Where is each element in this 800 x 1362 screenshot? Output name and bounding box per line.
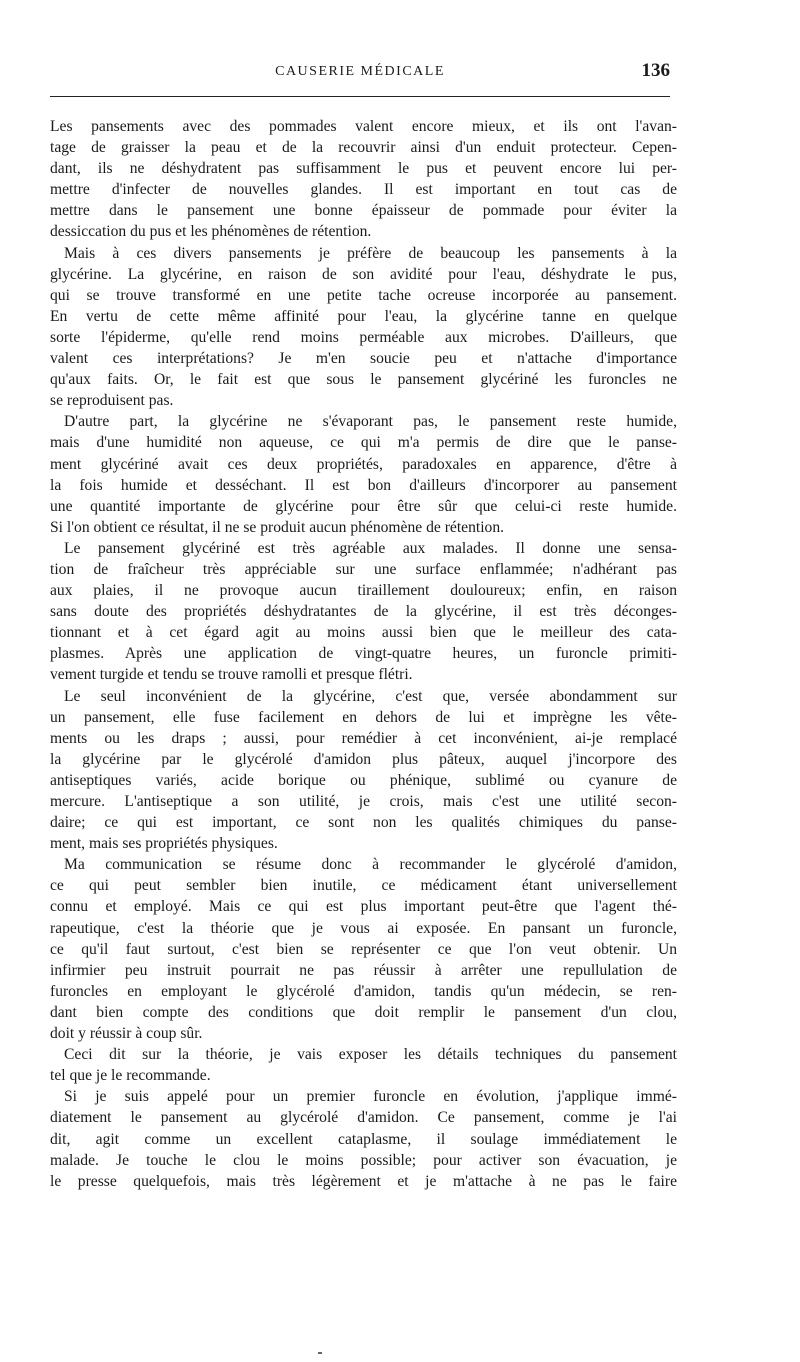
- text-line: une quantité importante de glycérine pour être sûr que celui-ci reste humide.: [50, 497, 677, 515]
- text-line: dant bien compte des conditions que doit remplir le pansement d'un clou,: [50, 1003, 677, 1021]
- text-line: ment glycériné avait ces deux propriétés, paradoxales en apparence, d'être à: [50, 455, 677, 473]
- text-line: le presse quelquefois, mais très légèrement et je m'attache à ne pas le faire: [50, 1172, 677, 1190]
- text-line: tion de fraîcheur très appréciable sur une surface enflammée; n'adhérant pas: [50, 560, 677, 578]
- text-line: Si l'on obtient ce résultat, il ne se produit aucun phénomène de rétention.: [50, 518, 505, 536]
- text-line: se reproduisent pas.: [50, 392, 174, 410]
- text-line: furoncles en employant le glycérolé d'amidon, tandis qu'un médecin, se ren-: [50, 982, 677, 1000]
- header-rule: [50, 96, 670, 97]
- text-line: ment, mais ses propriétés physiques.: [50, 835, 278, 853]
- text-line: vement turgide et tendu se trouve ramolli et presque flétri.: [50, 666, 413, 684]
- text-line: ce qu'il faut surtout, c'est bien se représenter ce que l'on veut obtenir. Un: [50, 940, 677, 958]
- text-line: plasmes. Après une application de vingt-quatre heures, un furoncle primiti-: [50, 645, 677, 663]
- text-line: mercure. L'antiseptique a son utilité, je crois, mais c'est une utilité secon-: [50, 793, 677, 810]
- text-line: connu et employé. Mais ce qui est plus important peut-être que l'agent thé-: [50, 898, 677, 916]
- text-line: Ceci dit sur la théorie, je vais exposer les détails techniques du pansement: [64, 1046, 677, 1064]
- page-number: 136: [641, 60, 670, 81]
- text-line: rapeutique, c'est la théorie que je vous ai exposée. En pansant un furoncle,: [50, 919, 677, 937]
- text-line: un pansement, elle fuse facilement en dehors de lui et imprègne les vête-: [50, 708, 677, 726]
- body-text: [50, 116, 677, 1192]
- text-line: qui se trouve transformé en une petite tache ocreuse incorporée au pansement.: [50, 286, 677, 304]
- text-line: dessiccation du pus et les phénomènes de rétention.: [50, 223, 372, 241]
- text-line: antiseptiques variés, acide borique ou phénique, sublimé ou cyanure de: [50, 771, 677, 789]
- text-line: qu'aux faits. Or, le fait est que sous le pansement glycériné les furoncles ne: [50, 371, 677, 389]
- text-line: En vertu de cette même affinité pour l'eau, la glycérine tanne en quelque: [50, 307, 677, 325]
- text-line: ments ou les draps ; aussi, pour remédier à cet inconvénient, ai-je remplacé: [50, 729, 677, 747]
- text-line: mais d'une humidité non aqueuse, ce qui m'a permis de dire que le panse-: [50, 434, 677, 452]
- print-speck: [318, 1352, 322, 1354]
- text-line: Le pansement glycériné est très agréable aux malades. Il donne une sensa-: [64, 539, 677, 557]
- text-line: valent ces interprétations? Je m'en soucie peu et n'attache d'importance: [50, 350, 677, 368]
- text-line: infirmier peu instruit pourrait ne pas réussir à arrêter une repullulation de: [50, 961, 677, 979]
- text-line: aux plaies, il ne provoque aucun tiraillement douloureux; enfin, en raison: [50, 582, 677, 600]
- text-line: dit, agit comme un excellent cataplasme, il soulage immédiatement le: [50, 1130, 677, 1148]
- text-line: Le seul inconvénient de la glycérine, c'est que, versée abondamment sur: [64, 687, 677, 705]
- text-line: Ma communication se résume donc à recommander le glycérolé d'amidon,: [64, 856, 677, 874]
- text-line: Si je suis appelé pour un premier furoncle en évolution, j'applique immé-: [64, 1088, 677, 1106]
- text-line: glycérine. La glycérine, en raison de son avidité pour l'eau, déshydrate le pus,: [50, 265, 677, 283]
- text-line: mettre d'infecter de nouvelles glandes. Il est important en tout cas de: [50, 181, 677, 199]
- text-line: Mais à ces divers pansements je préfère de beaucoup les pansements à la: [64, 244, 677, 262]
- page-header: [50, 60, 670, 88]
- text-line: malade. Je touche le clou le moins possible; pour activer son évacuation, je: [50, 1151, 677, 1169]
- text-line: la fois humide et desséchant. Il est bon d'ailleurs d'incorporer au pansement: [50, 476, 677, 494]
- running-title: CAUSERIE MÉDICALE: [275, 64, 445, 79]
- text-line: tionnant et à cet égard agit au moins aussi bien que le meilleur des cata-: [50, 624, 677, 642]
- text-line: tel que je le recommande.: [50, 1067, 211, 1085]
- text-line: mettre dans le pansement une bonne épaisseur de pommade pour éviter la: [50, 202, 677, 220]
- text-line: Les pansements avec des pommades valent encore mieux, et ils ont l'avan-: [50, 118, 677, 135]
- text-line: dant, ils ne déshydratent pas suffisamment le pus et peuvent encore lui per-: [50, 160, 677, 178]
- text-line: sans doute des propriétés déshydratantes de la glycérine, il est très déconges-: [50, 603, 677, 621]
- text-line: D'autre part, la glycérine ne s'évaporant pas, le pansement reste humide,: [64, 413, 677, 431]
- text-line: diatement le pansement au glycérolé d'amidon. Ce pansement, comme je l'ai: [50, 1109, 677, 1127]
- text-line: daire; ce qui est important, ce sont non les qualités chimiques du panse-: [50, 814, 677, 832]
- text-line: sorte l'épiderme, qu'elle rend moins perméable aux microbes. D'ailleurs, que: [50, 328, 677, 346]
- text-line: doit y réussir à coup sûr.: [50, 1025, 203, 1043]
- text-line: tage de graisser la peau et de la recouvrir ainsi d'un enduit protecteur. Cepen-: [50, 139, 677, 157]
- text-line: ce qui peut sembler bien inutile, ce médicament étant universellement: [50, 877, 677, 895]
- text-line: la glycérine par le glycérolé d'amidon plus pâteux, auquel j'incorpore des: [50, 750, 677, 768]
